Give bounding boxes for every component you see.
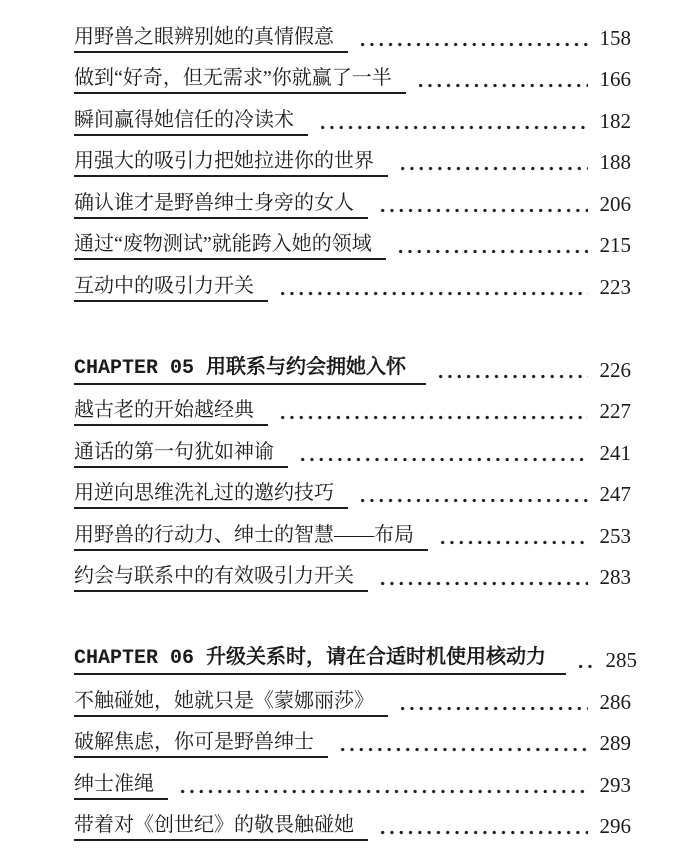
dot-leader — [278, 289, 588, 298]
toc-entry-page-number: 182 — [599, 108, 631, 133]
toc-entry-title: 约会与联系中的有效吸引力开关 — [74, 565, 368, 592]
toc-entry-page-number: 206 — [599, 191, 631, 216]
dot-leader — [298, 455, 588, 464]
dot-leader — [396, 247, 588, 256]
toc-entry-page-number: 296 — [599, 814, 631, 838]
dot-leader — [318, 123, 588, 132]
toc-entry-title: 瞬间赢得她信任的冷读术 — [74, 109, 308, 136]
toc-entry[interactable] — [74, 94, 631, 136]
toc-entry[interactable] — [74, 509, 631, 551]
dot-leader — [398, 704, 588, 713]
toc-entry-title: 用野兽之眼辨别她的真情假意 — [74, 26, 348, 53]
dot-leader — [278, 413, 588, 422]
toc-entry-page-number: 215 — [599, 233, 631, 257]
toc-entry[interactable] — [74, 468, 631, 510]
toc-entry[interactable] — [74, 717, 631, 759]
toc-entry-title: 绅士准绳 — [74, 773, 168, 800]
dot-leader — [378, 579, 588, 588]
toc-entry[interactable] — [74, 177, 631, 219]
toc-entry-title: 做到“好奇，但无需求”你就赢了一半 — [74, 67, 406, 94]
toc-entry[interactable] — [74, 11, 631, 53]
toc-entry-page-number: 188 — [599, 150, 631, 174]
toc-entry-page-number: 241 — [599, 440, 631, 465]
toc-entry-page-number: 226 — [599, 357, 631, 382]
toc-entry[interactable] — [74, 426, 631, 468]
toc-entry-page-number: 158 — [599, 25, 631, 50]
dot-leader — [358, 496, 588, 505]
toc-entry-page-number: 223 — [599, 274, 631, 299]
dot-leader — [398, 164, 588, 173]
toc-chapter-entry[interactable] — [74, 343, 631, 385]
toc-entry[interactable] — [74, 53, 631, 95]
toc-entry-page-number: 166 — [599, 67, 631, 91]
toc-entry-page-number: 289 — [599, 731, 631, 755]
dot-leader — [338, 745, 588, 754]
toc-entry-page-number: 285 — [605, 648, 638, 672]
toc-entry-page-number: 253 — [599, 523, 631, 548]
toc-entry[interactable] — [74, 551, 631, 593]
toc-chapter-entry[interactable] — [74, 634, 638, 676]
toc-entry-page-number: 286 — [599, 689, 631, 714]
dot-leader — [576, 662, 594, 671]
toc-entry-title: 用强大的吸引力把她拉进你的世界 — [74, 150, 388, 177]
dot-leader — [358, 40, 588, 49]
toc-entry[interactable] — [74, 385, 631, 427]
dot-leader — [436, 372, 588, 381]
toc-entry[interactable] — [74, 260, 631, 302]
toc-entry-title: 带着对《创世纪》的敬畏触碰她 — [74, 814, 368, 841]
toc-entry-page-number: 247 — [599, 482, 631, 506]
dot-leader — [438, 538, 588, 547]
toc-entry-page-number: 293 — [599, 772, 631, 797]
toc-entry-page-number: 283 — [599, 565, 631, 589]
toc-entry-title: 越古老的开始越经典 — [74, 399, 268, 426]
dot-leader — [378, 206, 588, 215]
toc-entry[interactable] — [74, 675, 631, 717]
toc-entry-title: 用野兽的行动力、绅士的智慧——布局 — [74, 524, 428, 551]
toc-entry[interactable] — [74, 219, 631, 261]
toc-entry-title: 通过“废物测试”就能跨入她的领域 — [74, 233, 386, 260]
toc-entry-title: 用逆向思维洗礼过的邀约技巧 — [74, 482, 348, 509]
dot-leader — [178, 787, 588, 796]
toc-entry-title: 通话的第一句犹如神谕 — [74, 441, 288, 468]
toc-entry-title: 确认谁才是野兽绅士身旁的女人 — [74, 192, 368, 219]
toc-entry[interactable] — [74, 136, 631, 178]
dot-leader — [378, 828, 588, 837]
dot-leader — [416, 81, 588, 90]
toc-entry-title: CHAPTER 06 升级关系时，请在合适时机使用核动力 — [74, 648, 566, 675]
toc-entry-title: 不触碰她，她就只是《蒙娜丽莎》 — [74, 690, 388, 717]
toc-entry-title: 破解焦虑，你可是野兽绅士 — [74, 731, 328, 758]
toc-entry-title: CHAPTER 05 用联系与约会拥她入怀 — [74, 358, 426, 385]
toc-entry-page-number: 227 — [599, 399, 631, 423]
toc-entry-title: 互动中的吸引力开关 — [74, 275, 268, 302]
toc-entry[interactable] — [74, 758, 631, 800]
toc-entry[interactable] — [74, 800, 631, 842]
